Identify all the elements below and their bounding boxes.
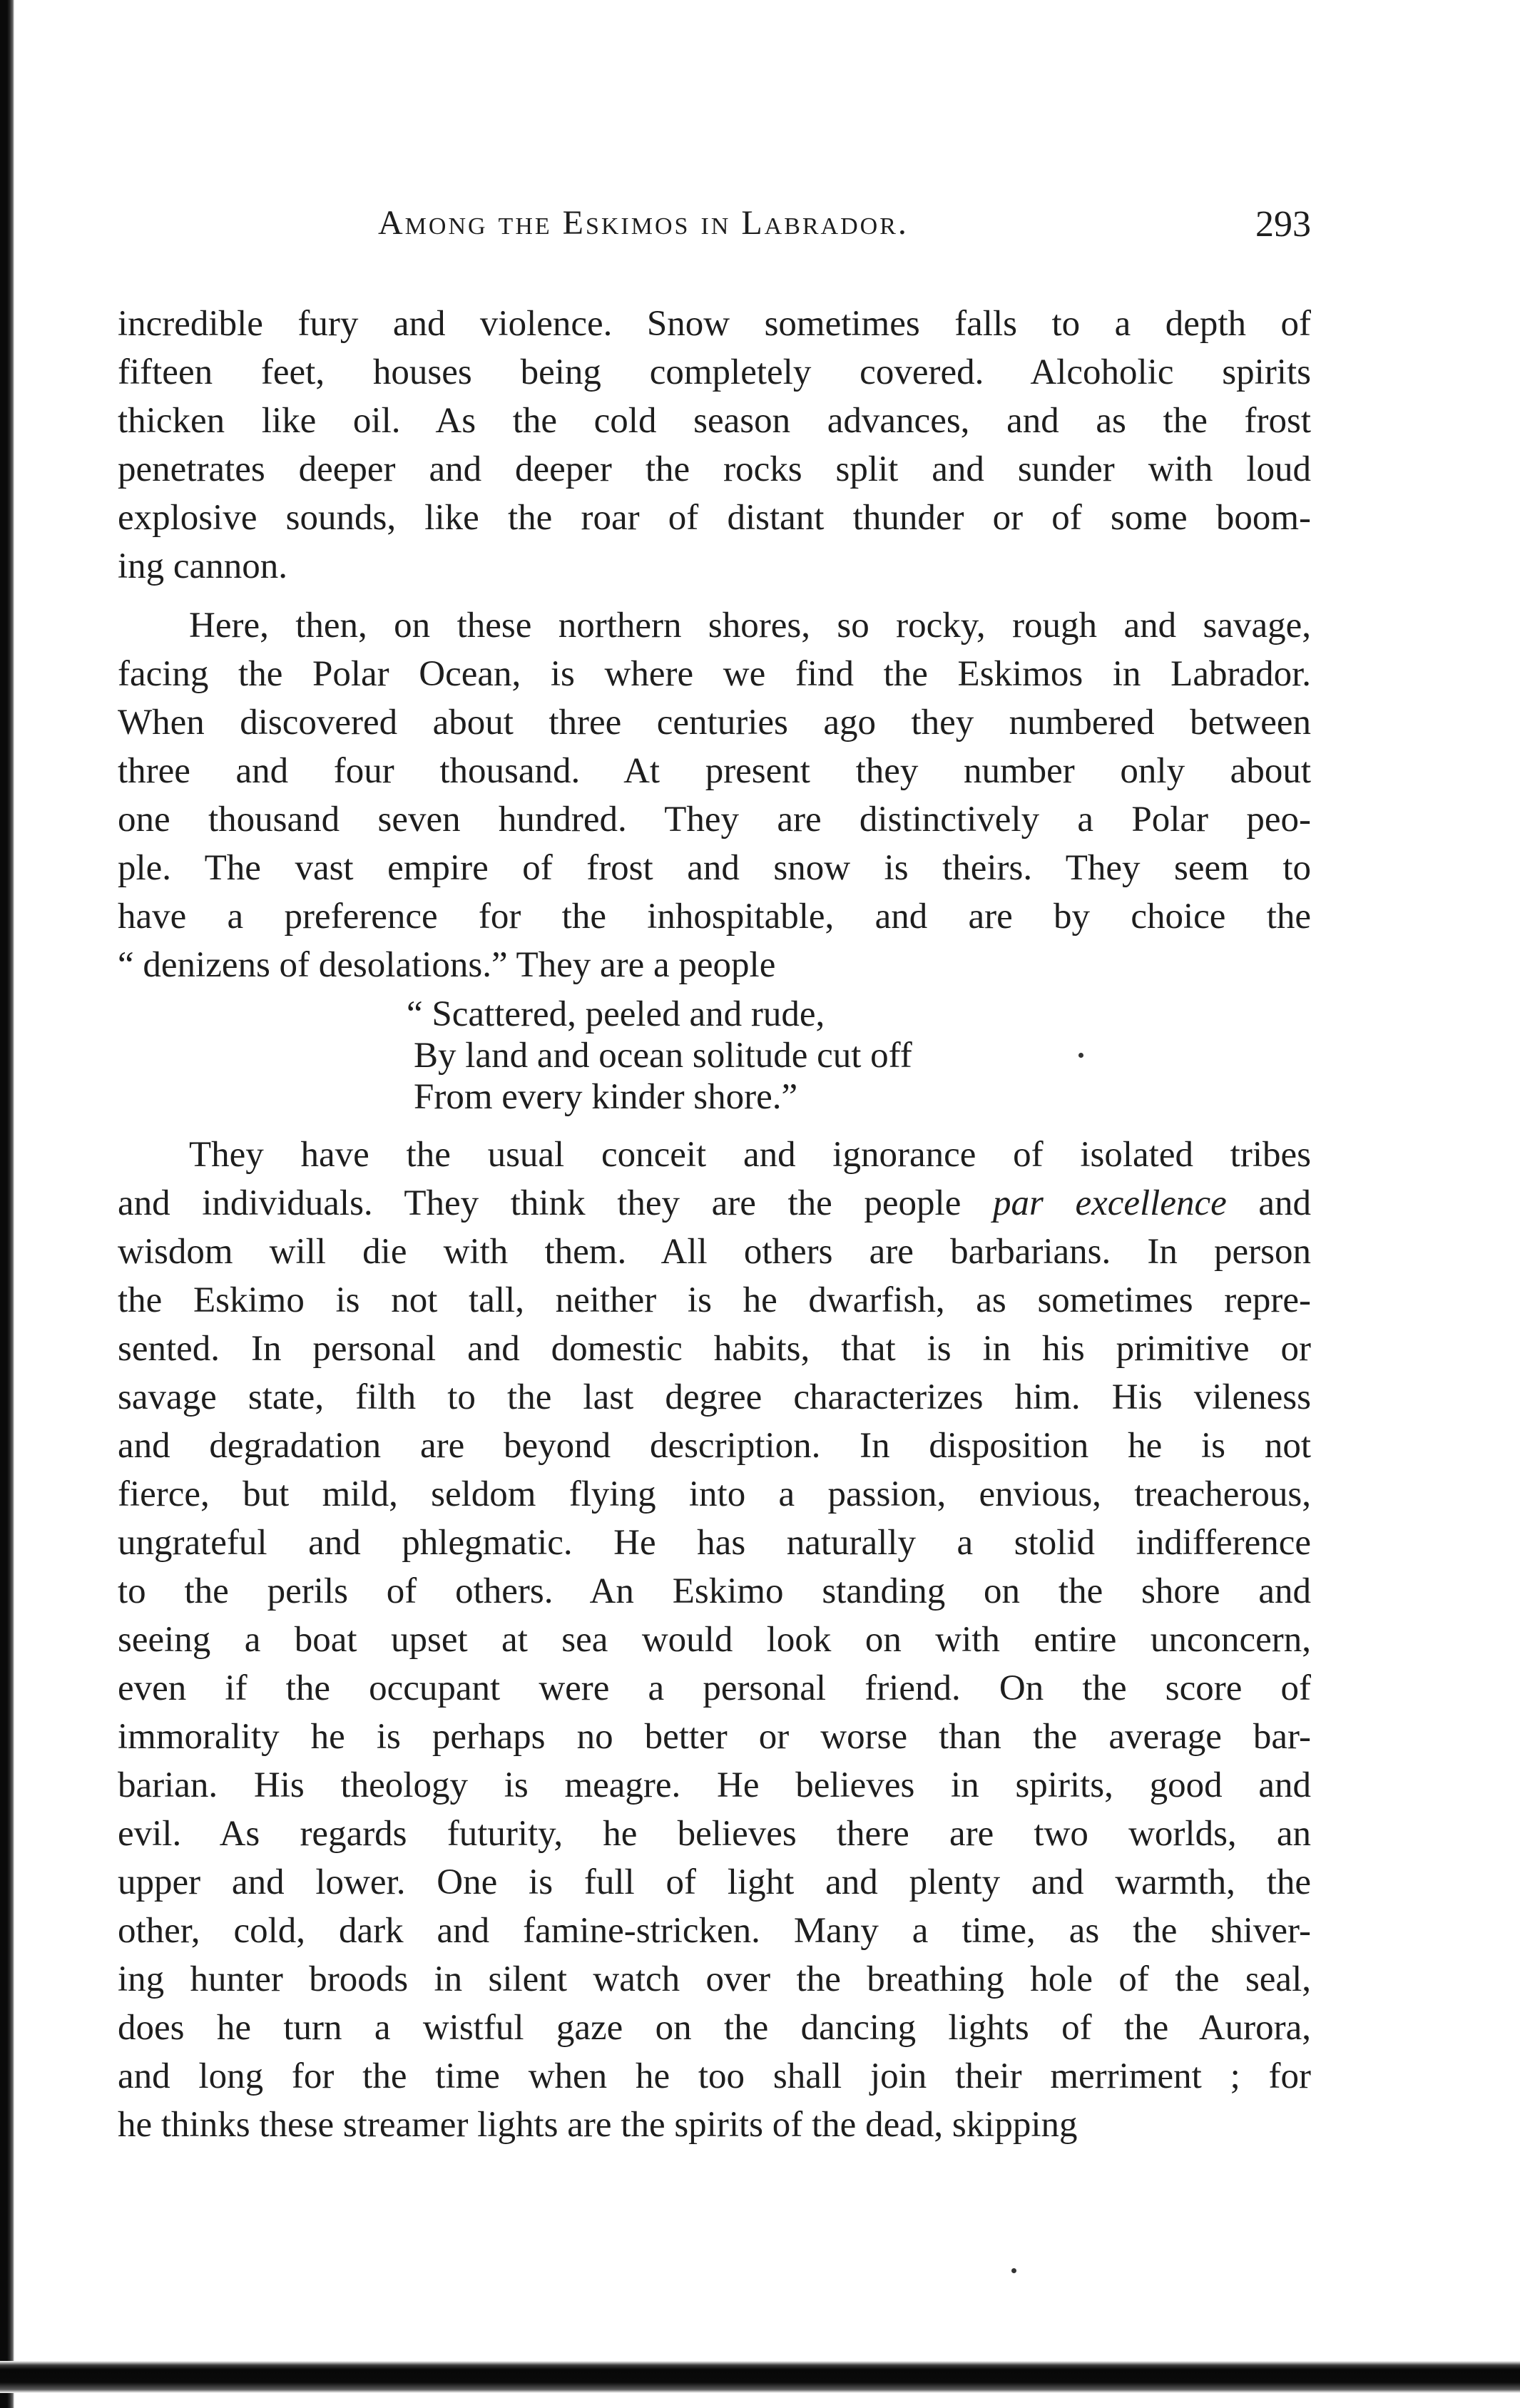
text-line: and long for the time when he too shall join their merriment ; for [118,2056,1311,2096]
scan-bottom-edge [0,2361,1520,2393]
text-line: ing hunter broods in silent watch over the breathing hole of the seal, [118,1959,1311,1999]
text-span: and individuals. They think they are the people [118,1183,993,1223]
text-line: evil. As regards futurity, he believes there are two worlds, an [118,1814,1311,1854]
stray-ink-dot [1078,1053,1083,1058]
paragraph-2 [118,601,1311,989]
paragraph-3 [118,1131,1311,2149]
text-line: explosive sounds, like the roar of distant thunder or of some boom- [118,498,1311,538]
paragraph-1 [118,300,1311,591]
text-line: ing cannon. [118,546,287,586]
verse-line: By land and ocean solitude cut off [414,1036,912,1076]
text-line: have a preference for the inhospitable, and are by choice the [118,897,1311,937]
text-line: thicken like oil. As the cold season advances, and as the frost [118,401,1311,441]
page-number: 293 [1255,204,1311,245]
text-line: the Eskimo is not tall, neither is he dwarfish, as sometimes repre- [118,1280,1311,1320]
text-line: Here, then, on these northern shores, so rocky, rough and savage, [189,606,1311,646]
page-header [118,203,1311,260]
text-line: one thousand seven hundred. They are distinctively a Polar peo- [118,800,1311,840]
text-line: They have the usual conceit and ignorance of isolated tribes [189,1135,1311,1175]
text-line: does he turn a wistful gaze on the dancing lights of the Aurora, [118,2008,1311,2048]
text-line: facing the Polar Ocean, is where we find the Eskimos in Labrador. [118,654,1311,694]
verse-line: “ Scattered, peeled and rude, [407,994,825,1034]
text-line: “ denizens of desolations.” They are a people [118,945,776,985]
verse-line: From every kinder shore.” [414,1077,798,1117]
text-line: and degradation are beyond description. In disposition he is not [118,1426,1311,1466]
text-line: barian. His theology is meagre. He believes in spirits, good and [118,1765,1311,1805]
text-line: immorality he is perhaps no better or worse than the average bar- [118,1717,1311,1757]
scan-left-edge [0,0,14,2408]
text-line: he thinks these streamer lights are the spirits of the dead, skipping [118,2105,1078,2145]
text-line: incredible fury and violence. Snow sometimes falls to a depth of [118,304,1311,344]
running-title: Among the Eskimos in Labrador. [378,204,909,242]
text-line: other, cold, dark and famine-stricken. Many a time, as the shiver- [118,1911,1311,1951]
stray-ink-dot [1011,2268,1016,2273]
text-line: seeing a boat upset at sea would look on with entire unconcern, [118,1620,1311,1660]
text-line: savage state, filth to the last degree characterizes him. His vileness [118,1377,1311,1417]
text-line: fifteen feet, houses being completely covered. Alcoholic spirits [118,352,1311,392]
body-text [118,300,1311,2149]
text-line: even if the occupant were a personal friend. On the score of [118,1668,1311,1708]
text-line: wisdom will die with them. All others are barbarians. In person [118,1232,1311,1272]
text-line: ple. The vast empire of frost and snow is theirs. They seem to [118,848,1311,888]
text-line [118,1179,1311,1228]
text-line: sented. In personal and domestic habits, that is in his primitive or [118,1329,1311,1369]
text-line: ungrateful and phlegmatic. He has naturally a stolid indifference [118,1523,1311,1563]
text-line: penetrates deeper and deeper the rocks split and sunder with loud [118,449,1311,489]
verse-quotation [118,994,1311,1118]
italic-phrase: par excellence [992,1183,1227,1223]
text-line: fierce, but mild, seldom flying into a passion, envious, treacherous, [118,1474,1311,1514]
text-line: three and four thousand. At present they number only about [118,751,1311,791]
text-line: to the perils of others. An Eskimo standing on the shore and [118,1571,1311,1611]
text-span: and [1226,1183,1312,1223]
text-line: upper and lower. One is full of light and plenty and warmth, the [118,1862,1311,1902]
text-line: When discovered about three centuries ago they numbered between [118,703,1311,743]
